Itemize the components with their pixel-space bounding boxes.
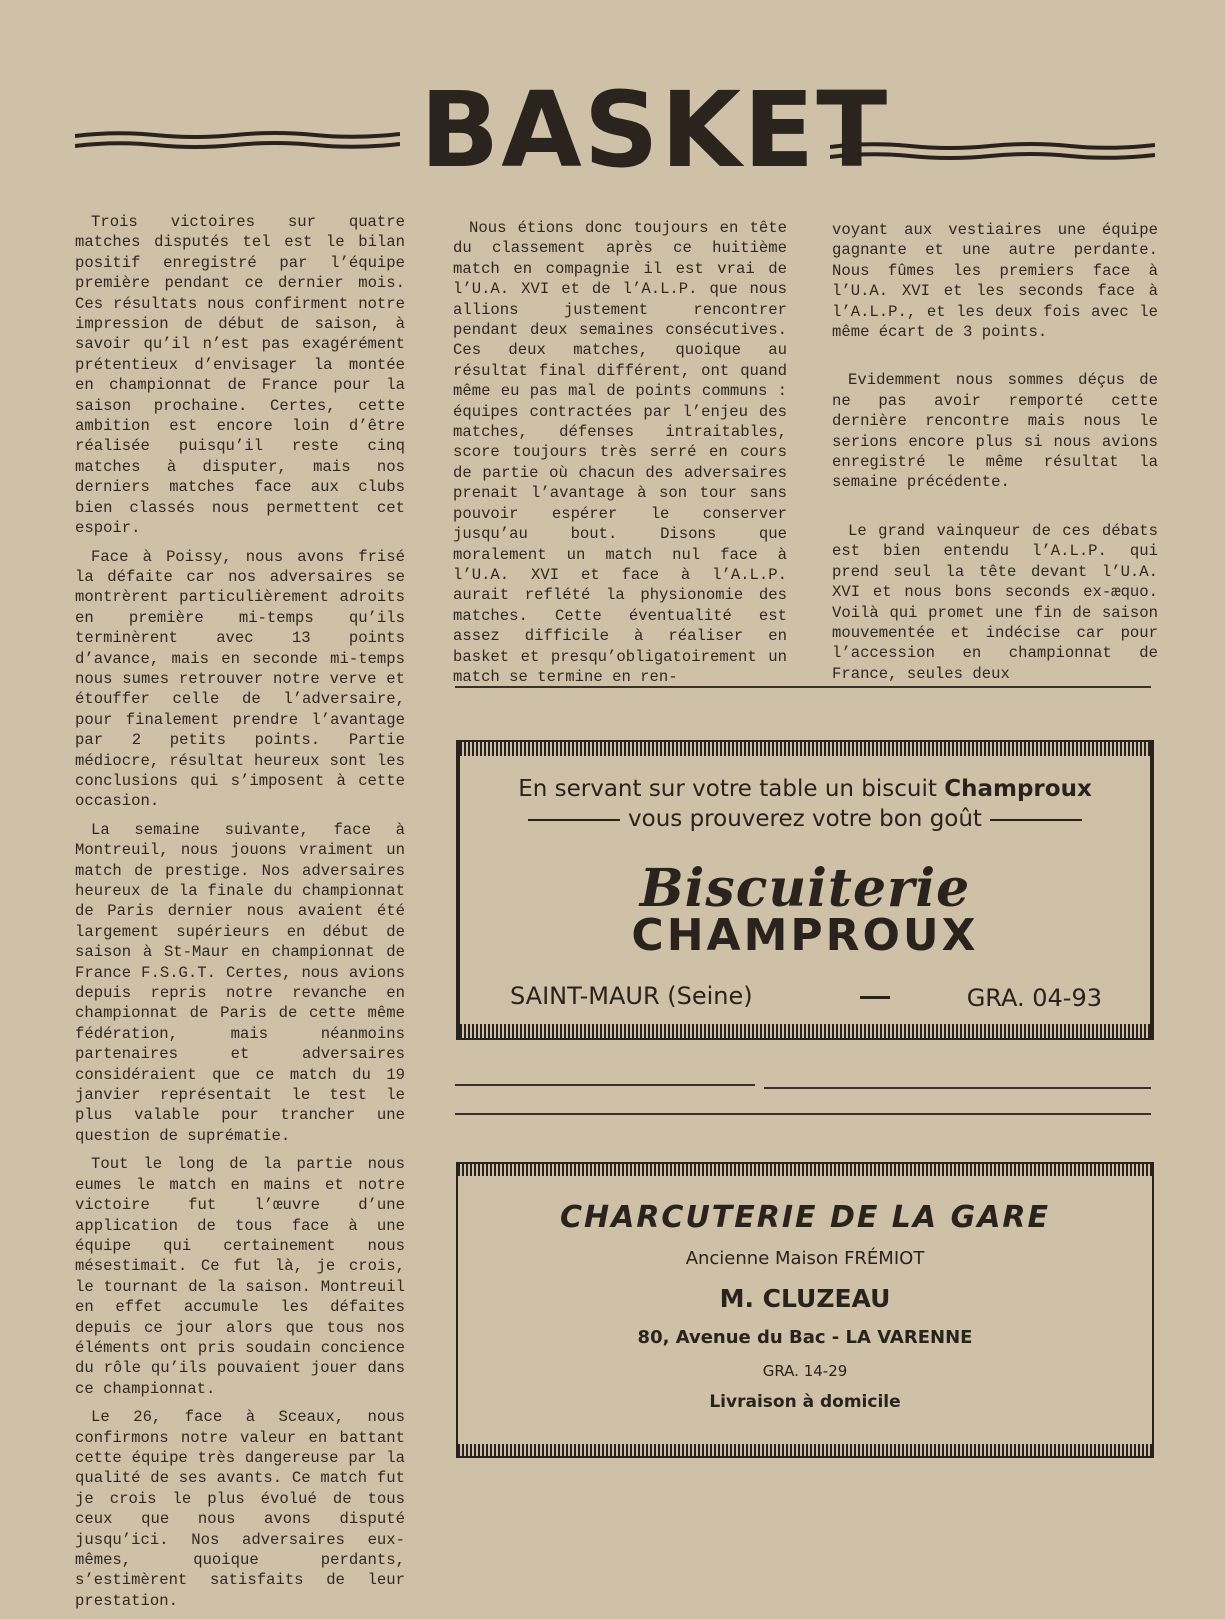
paragraph: Face à Poissy, nous avons frisé la défaite car nos adversaires se montrèrent particulièrement adroits en première mi-temps qu’ils terminèrent avec 13 points d’avance, mais en seconde mi-temps nous sumes retrouver notre verve et étouffer celle de l’adversaire, pour finalement prendre l’avantage par 2 petits points. Partie médiocre, résultat heureux sont les conclusions qui s’imposent à cette occasion. — [75, 547, 405, 811]
ad-tagline — [460, 776, 1150, 802]
article-column-3 — [832, 220, 1158, 712]
ad-border-top — [458, 1162, 1152, 1176]
ad-border-bottom — [458, 1444, 1152, 1458]
ad-delivery: Livraison à domicile — [709, 1392, 901, 1412]
article-column-1 — [75, 212, 405, 1619]
paragraph: Le grand vainqueur de ces débats est bien entendu l’A.L.P. qui prend seul la tête devant l’U.A. XVI et nous bons seconds ex-æquo. Voilà qui promet une fin de saison mouvementée et indécise car pour l’accession en championnat de France, seules deux — [832, 521, 1158, 683]
divider — [455, 1084, 755, 1086]
ad-tagline-2 — [460, 806, 1150, 832]
divider — [455, 1113, 1151, 1115]
ad-address: 80, Avenue du Bac - LA VARENNE — [637, 1327, 973, 1348]
paragraph: La semaine suivante, face à Montreuil, nous jouons vraiment un match de prestige. Nos adversaires heureux de la finale du championnat de Paris dernier nous avaient été largement supérieurs en début de saison à St-Maur en championnat de France F.S.G.T. Certes, nous avions depuis repris notre revanche en championnat de Paris de cette même fédération, mais néanmoins partenaires et adversaires considéraient que ce match du 19 janvier représentait le test le plus valable pour trancher une question de suprématie. — [75, 820, 405, 1145]
ad-border-bottom — [460, 1024, 1150, 1040]
paragraph: Trois victoires sur quatre matches disputés tel est le bilan positif enregistré par l’équipe première pendant ce dernier mois. Ces résultats nous confirment notre impression de début de saison, à savoir qu’il n’est pas exagérément prétentieux d’envisager la montée en championnat de France pour la saison prochaine. Certes, cette ambition est encore loin d’être réalisée puisqu’il reste cinq matches à disputer, mais nos derniers matches face aux clubs bien classés nous permettent cet espoir. — [75, 213, 405, 538]
page-title: BASKET — [420, 69, 890, 191]
ad-phone: GRA. 14-29 — [762, 1362, 848, 1380]
paragraph: Tout le long de la partie nous eumes le match en mains et notre victoire fut l’œuvre d’une application de tous face à une équipe qui certainement nous mésestimait. Ce fut là, je crois, le tournant de la saison. Montreuil en effet accumule les défaites depuis ce jour alors que tous nos éléments ont pris soudain concience du rôle qu’ils pouvaient jouer dans ce championnat. — [75, 1155, 405, 1398]
ad-tagline-text: En servant sur votre table un biscuit — [518, 776, 945, 802]
ad-tagline-brand: Champroux — [944, 776, 1092, 802]
ad-tagline-2-text: vous prouverez votre bon goût — [628, 806, 982, 832]
ad-biscuiterie-champroux — [456, 740, 1154, 1040]
ad-script-title: Biscuiterie — [639, 858, 971, 919]
divider — [764, 1087, 1151, 1089]
dash-left — [528, 819, 620, 821]
paragraph: voyant aux vestiaires une équipe gagnante et une autre perdante. Nous fûmes les premiers face à l’U.A. XVI et les seconds face à l’A.L.P., et les deux fois avec le même écart de 3 points. — [832, 221, 1158, 342]
ad-border-top — [460, 740, 1150, 756]
ad-phone: GRA. 04-93 — [966, 984, 1102, 1012]
ad-charcuterie-de-la-gare — [456, 1162, 1154, 1458]
ad-brand-name: CHAMPROUX — [631, 910, 979, 961]
paragraph: Evidemment nous sommes déçus de ne pas avoir remporté cette dernière rencontre mais nous le serions encore plus si nous avions enregistré le même résultat la semaine précédente. — [832, 371, 1158, 492]
paragraph: Nous étions donc toujours en tête du classement après ce huitième match en compagnie il est vrai de l’U.A. XVI et de l’A.L.P. que nous allions justement rencontrer pendant deux semaines consécutives. Ces deux matches, quoique au résultat final différent, ont quand même eu pas mal de points communs : équipes contractées par l’enjeu des matches, défenses intraitables, score toujours très serré en cours de partie où chacun des adversaires prenait l’avantage à son tour sans pouvoir espérer le conserver jusqu’au bout. Disons que moralement un match nul face à l’U.A. XVI et face à l’A.L.P. aurait reflété la physionomie des matches. Cette éventualité est assez difficile à réaliser en basket et presqu’obligatoirement un match se termine en ren- — [453, 219, 787, 686]
divider — [455, 686, 1151, 688]
ad-owner: M. CLUZEAU — [719, 1284, 891, 1313]
ad-former-owner: Ancienne Maison FRÉMIOT — [685, 1248, 925, 1269]
paragraph: Le 26, face à Sceaux, nous confirmons notre valeur en battant cette équipe très dangereuse par la qualité de ses avants. Ce match fut je crois le plus évolué de tous ceux que nous avons disputé jusqu’ici. Nos adversaires eux-mêmes, quoique perdants, s’estimèrent satisfaits de leur prestation. — [75, 1408, 405, 1610]
article-column-2 — [453, 218, 787, 695]
dash-right — [990, 819, 1082, 821]
ad-shop-name: CHARCUTERIE DE LA GARE — [559, 1200, 1051, 1235]
ad-separator — [860, 996, 890, 999]
ad-city: SAINT-MAUR (Seine) — [510, 982, 753, 1010]
header-wave-left — [75, 128, 400, 158]
header-wave-right — [830, 140, 1155, 170]
